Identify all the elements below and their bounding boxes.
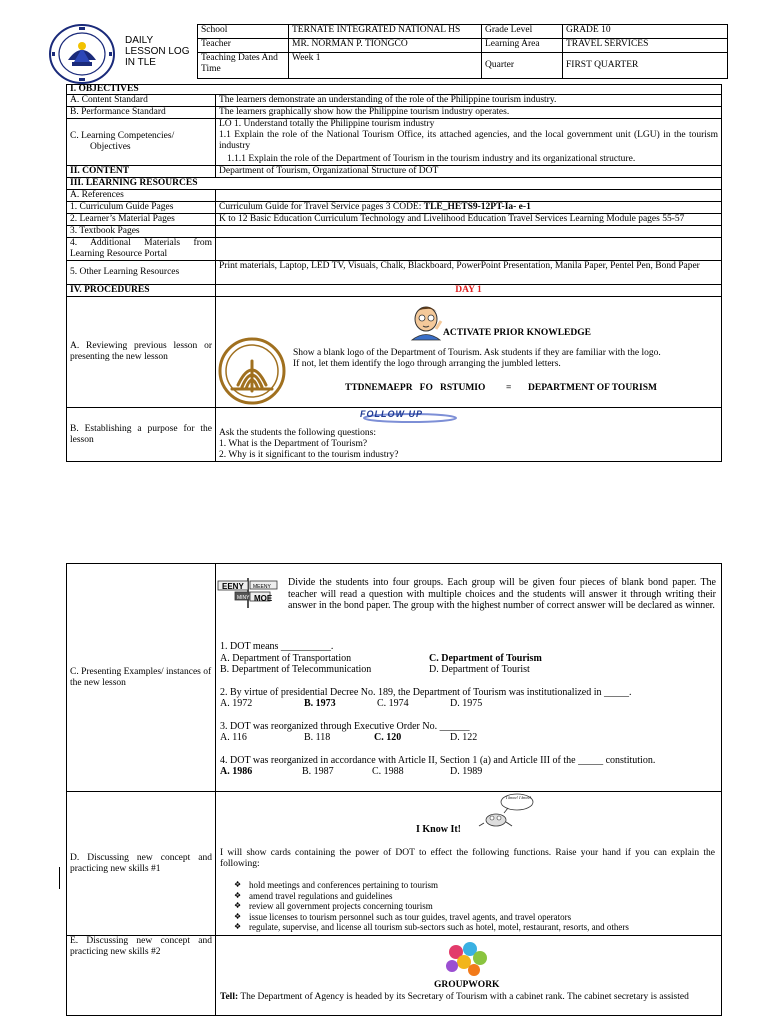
groupwork-tell-text: The Department of Agency is headed by its Secretary of Tourism with a cabinet rank. The cabinet secretary is assisted <box>238 992 689 1002</box>
activate-prior-knowledge-title: ACTIVATE PRIOR KNOWLEDGE <box>443 328 591 338</box>
lo1-1: 1.1 Explain the role of the National Tourism Office, its attached agencies, and the local government unit (LGU) in the tourism industry <box>219 130 718 151</box>
power-item-3: ❖ review all government projects concerning tourism <box>234 901 714 912</box>
other-resources-label: 5. Other Learning Resources <box>67 261 216 285</box>
quiz-q1: 1. DOT means __________. <box>220 641 334 652</box>
quiz-q4-c: C. 1988 <box>372 766 404 777</box>
sign-text-1: EENY <box>222 582 244 591</box>
lesson-table-page-2 <box>66 563 722 1016</box>
content-standard-value: The learners demonstrate an understanding of the role of the Philippine tourism industry. <box>216 95 722 107</box>
content-value: Department of Tourism, Organizational Structure of DOT <box>216 166 722 178</box>
quiz-q3-d: D. 122 <box>450 732 478 743</box>
power-item-2: ❖ amend travel regulations and guidelines <box>234 891 714 902</box>
competencies-label-line-1: C. Learning Competencies/ <box>70 131 175 141</box>
grade-value: GRADE 10 <box>563 25 728 39</box>
power-item-1: ❖ hold meetings and conferences pertaining to tourism <box>234 880 714 891</box>
lo1-1-1: 1.1.1 Explain the role of the Department of Tourism in the tourism industry and its organizational structure. <box>227 154 636 164</box>
purpose-label: B. Establishing a purpose for the lesson <box>67 408 216 462</box>
quiz-q1-a: A. Department of Transportation <box>220 652 352 664</box>
performance-standard-value: The learners graphically show how the Philippine tourism industry operates. <box>216 107 722 119</box>
lesson-table-page-1 <box>66 84 722 462</box>
competencies-label-line-2: Objectives <box>90 142 131 152</box>
jumbled-letters: TTDNEMAEPR FO RSTUMIO <box>345 383 486 393</box>
groupwork-title: GROUPWORK <box>434 980 500 990</box>
tourism-logo-icon <box>218 337 286 405</box>
reviewing-cell <box>216 297 722 408</box>
quiz-q4-a: A. 1986 <box>220 766 253 777</box>
quiz-q2-c: C. 1974 <box>377 698 409 709</box>
quiz-q1-b: B. Department of Telecommunication <box>220 664 372 675</box>
curriculum-label: 1. Curriculum Guide Pages <box>67 202 216 214</box>
curriculum-value <box>216 202 722 214</box>
area-value: TRAVEL SERVICES <box>563 39 728 53</box>
quiz-q4-options <box>220 766 720 778</box>
quiz-q1-row-1 <box>220 653 720 665</box>
day-label: DAY 1 <box>216 285 722 297</box>
document-title: DAILY LESSON LOG IN TLE <box>125 35 190 68</box>
quiz-block <box>220 641 720 778</box>
references-label: A. References <box>67 190 216 202</box>
quiz-q3-c: C. 120 <box>374 732 402 743</box>
power-item-5: ❖ regulate, supervise, and license all tourism sub-sectors such as hotel, motel, restaurant, resorts, and others <box>234 922 714 933</box>
textbook-value <box>216 226 722 238</box>
discussing-1-text: I will show cards containing the power of DOT to effect the following functions. Raise your hand if you can explain the following: <box>220 848 715 869</box>
quiz-q2-d: D. 1975 <box>450 698 483 709</box>
quiz-q1-row-2 <box>220 664 720 676</box>
textbook-label: 3. Textbook Pages <box>67 226 216 238</box>
reviewing-label: A. Reviewing previous lesson or presenting the new lesson <box>67 297 216 408</box>
sign-text-2: MEENY <box>253 584 271 590</box>
quiz-q4-b: B. 1987 <box>302 766 334 777</box>
purpose-intro: Ask the students the following questions: <box>219 428 377 438</box>
equals-sign: = <box>506 383 512 393</box>
quiz-q2-options <box>220 698 720 710</box>
quiz-q3-a: A. 116 <box>220 732 247 743</box>
quiz-q2: 2. By virtue of presidential Decree No. 189, the Department of Tourism was institutionalized in _____. <box>220 686 632 698</box>
speech-bubble-text: I know! I know! <box>506 795 532 800</box>
dates-label: Teaching Dates And Time <box>198 53 289 79</box>
curriculum-code: TLE_HETS9-12PT-Ia- e-1 <box>423 202 531 212</box>
powers-list <box>234 880 714 933</box>
quiz-q3-options <box>220 732 720 744</box>
discussing-1-label: D. Discussing new concept and practicing new skills #1 <box>67 792 216 936</box>
quiz-q4-d: D. 1989 <box>450 766 483 777</box>
presenting-examples-label: C. Presenting Examples/ instances of the new lesson <box>67 564 216 792</box>
reviewing-instructions <box>293 348 713 370</box>
quiz-q1-d: D. Department of Tourist <box>429 664 530 675</box>
discussing-1-cell <box>216 792 722 936</box>
competencies-label <box>67 119 216 166</box>
learner-material-label: 2. Learner’s Material Pages <box>67 214 216 226</box>
lo1: LO 1. Understand totally the Philippine tourism industry <box>219 119 435 129</box>
references-value <box>216 190 722 202</box>
quiz-q1-c: C. Department of Tourism <box>429 652 542 664</box>
teacher-value: MR. NORMAN P. TIONGCO <box>289 39 482 53</box>
quiz-q2-b: B. 1973 <box>304 698 336 709</box>
quiz-q3-b: B. 118 <box>304 732 331 743</box>
purpose-question-1: 1. What is the Department of Tourism? <box>219 439 368 449</box>
deped-seal-logo <box>48 24 116 84</box>
area-label: Learning Area <box>482 39 563 53</box>
purpose-cell <box>216 408 722 462</box>
presenting-examples-cell <box>216 564 722 792</box>
groupwork-people-icon <box>444 940 490 978</box>
text-cursor <box>59 867 60 889</box>
quiz-q3: 3. DOT was reorganized through Executive Order No. ______ <box>220 720 470 732</box>
teacher-label: Teacher <box>198 39 289 53</box>
school-value: TERNATE INTEGRATED NATIONAL HS <box>289 25 482 39</box>
sign-text-4: MOE <box>254 594 273 603</box>
learner-material-value: K to 12 Basic Education Curriculum Technology and Livelihood Education Travel Services Learning Module pages 55-57 <box>216 214 722 226</box>
groupwork-tell-label: Tell: <box>220 992 239 1002</box>
quiz-q4: 4. DOT was reorganized in accordance with Article II, Section 1 (a) and Article III of the _____ constitution. <box>220 754 656 766</box>
power-item-4: ❖ issue licenses to tourism personnel such as tour guides, travel agents, and travel operators <box>234 912 714 923</box>
objectives-heading: I. OBJECTIVES <box>67 85 722 95</box>
i-know-it-title: I Know It! <box>416 824 462 835</box>
jumbled-answer: DEPARTMENT OF TOURISM <box>528 383 657 393</box>
discussing-2-label: E. Discussing new concept and practicing new skills #2 <box>67 936 216 1016</box>
grade-label: Grade Level <box>482 25 563 39</box>
thinking-person-icon <box>408 303 448 341</box>
header-info-table <box>197 24 728 79</box>
additional-materials-value <box>216 238 722 261</box>
dates-value: Week 1 <box>289 53 482 79</box>
sign-text-3: MINY <box>237 595 250 601</box>
follow-up-text: FOLLOW UP <box>360 409 423 419</box>
follow-up-banner <box>358 409 458 422</box>
curriculum-prefix: Curriculum Guide for Travel Service pages 3 CODE: <box>219 202 424 212</box>
quiz-q2-a: A. 1972 <box>220 698 253 709</box>
discussing-2-cell <box>216 936 722 1016</box>
competencies-value <box>216 119 722 166</box>
content-standard-label: A. Content Standard <box>67 95 216 107</box>
school-label: School <box>198 25 289 39</box>
performance-standard-label: B. Performance Standard <box>67 107 216 119</box>
quarter-label: Quarter <box>482 53 563 79</box>
resources-heading: III. LEARNING RESOURCES <box>67 178 722 190</box>
groupwork-tell <box>220 992 720 1003</box>
other-resources-value: Print materials, Laptop, LED TV, Visuals, Chalk, Blackboard, PowerPoint Presentation, Manila Paper, Pentel Pen, Bond Paper <box>216 261 722 285</box>
presenting-intro: Divide the students into four groups. Each group will be given four pieces of blank bond paper. The teacher will read a question with multiple choices and the students will answer it through writing their answer in the bond paper. The group with the highest number of correct answer will be declared as winner. <box>288 577 716 611</box>
reviewing-text-2: If not, let them identify the logo through arranging the jumbled letters. <box>293 359 561 369</box>
quarter-value: FIRST QUARTER <box>563 53 728 79</box>
content-heading: II. CONTENT <box>67 166 216 178</box>
additional-materials-label: 4. Additional Materials from Learning Resource Portal <box>67 238 216 261</box>
procedures-heading: IV. PROCEDURES <box>67 285 216 297</box>
purpose-question-2: 2. Why is it significant to the tourism industry? <box>219 450 399 460</box>
reviewing-text-1: Show a blank logo of the Department of Tourism. Ask students if they are familiar with the logo. <box>293 348 661 358</box>
